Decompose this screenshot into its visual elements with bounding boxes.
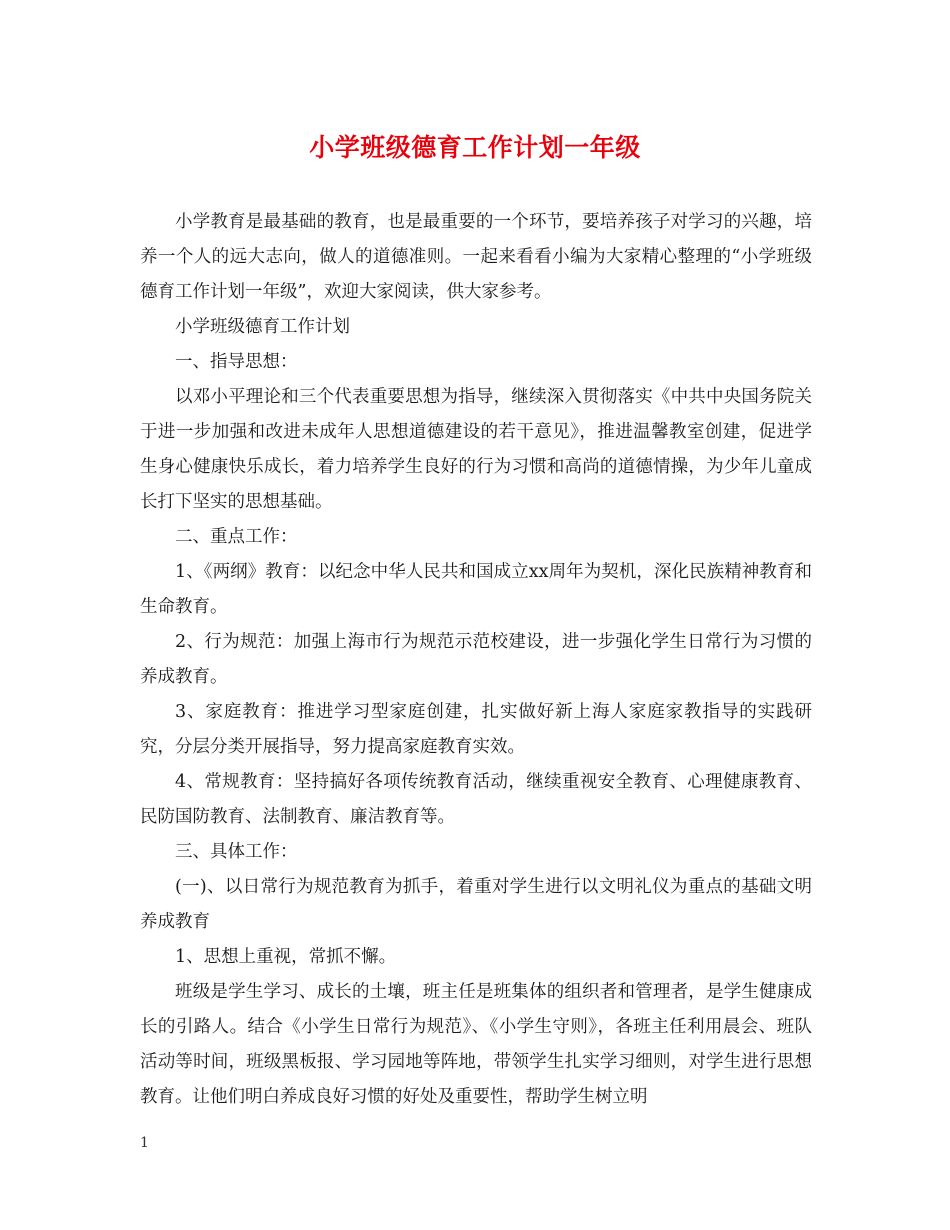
page-number: 1: [140, 1135, 149, 1151]
plan-heading: 小学班级德育工作计划: [175, 317, 350, 337]
document-title: 小学班级德育工作计划一年级: [309, 133, 641, 162]
section-heading-guiding-ideology: 一、指导思想：: [175, 352, 298, 372]
section-heading-specific-work: 三、具体工作：: [175, 842, 298, 862]
specific-work-subheading-1: (一)、以日常行为规范教育为抓手，着重对学生进行以文明礼仪为重点的基础文明养成教育: [140, 877, 812, 932]
guiding-ideology-paragraph: 以邓小平理论和三个代表重要思想为指导，继续深入贯彻落实《中共中央国务院关于进一步加强和改进未成年人思想道德建设的若干意见》，推进温馨教室创建，促进学生身心健康快乐成长，着力培养学生良好的行为习惯和高尚的道德情操，为少年儿童成长打下坚实的思想基础。: [140, 387, 812, 512]
document-body: [140, 205, 812, 1115]
specific-work-point-1: 1、思想上重视，常抓不懈。: [175, 947, 397, 967]
key-work-item-4: 4、常规教育：坚持搞好各项传统教育活动，继续重视安全教育、心理健康教育、民防国防教育、法制教育、廉洁教育等。: [140, 772, 812, 827]
key-work-item-2: 2、行为规范：加强上海市行为规范示范校建设，进一步强化学生日常行为习惯的养成教育。: [140, 632, 812, 687]
class-education-paragraph: 班级是学生学习、成长的土壤，班主任是班集体的组织者和管理者，是学生健康成长的引路人。结合《小学生日常行为规范》、《小学生守则》，各班主任利用晨会、班队活动等时间，班级黑板报、学习园地等阵地，带领学生扎实学习细则，对学生进行思想教育。让他们明白养成良好习惯的好处及重要性，帮助学生树立明: [140, 982, 812, 1107]
section-heading-key-work: 二、重点工作：: [175, 527, 298, 547]
key-work-item-3: 3、家庭教育：推进学习型家庭创建，扎实做好新上海人家庭家教指导的实践研究，分层分类开展指导，努力提高家庭教育实效。: [140, 702, 812, 757]
key-work-item-1: 1、《两纲》教育：以纪念中华人民共和国成立xx周年为契机，深化民族精神教育和生命教育。: [140, 562, 812, 617]
intro-paragraph: 小学教育是最基础的教育，也是最重要的一个环节，要培养孩子对学习的兴趣，培养一个人的远大志向，做人的道德准则。一起来看看小编为大家精心整理的“小学班级德育工作计划一年级”，欢迎大家阅读，供大家参考。: [140, 212, 812, 302]
